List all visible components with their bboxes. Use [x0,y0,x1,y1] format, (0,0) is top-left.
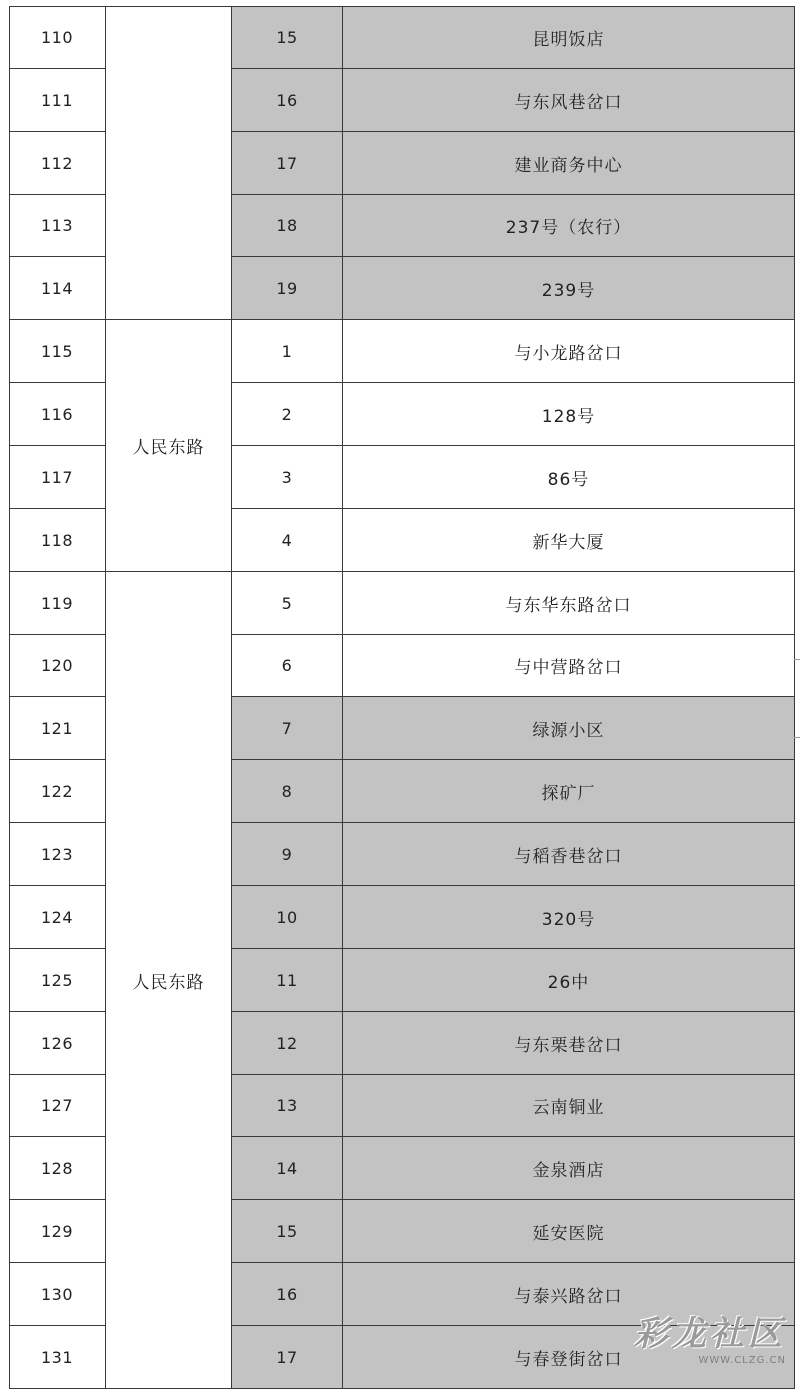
route-stop-table [9,6,795,1389]
row-number-cell: 122 [9,760,106,823]
stop-name-cell: 探矿厂 [343,760,795,823]
row-number-cell: 120 [9,635,106,697]
stop-name-cell: 与东风巷岔口 [343,69,795,132]
stop-sequence-cell: 13 [232,1075,343,1137]
stop-name-cell: 建业商务中心 [343,132,795,195]
stop-name-cell: 金泉酒店 [343,1137,795,1200]
stop-name-cell: 239号 [343,257,795,320]
stop-sequence-cell: 16 [232,1263,343,1326]
stop-name-cell: 昆明饭店 [343,6,795,69]
stop-name-cell: 与东华东路岔口 [343,572,795,635]
stop-sequence-cell: 8 [232,760,343,823]
row-number-cell: 125 [9,949,106,1012]
stop-name-cell: 与泰兴路岔口 [343,1263,795,1326]
row-number-cell: 112 [9,132,106,195]
row-number-cell: 117 [9,446,106,509]
stop-sequence-cell: 7 [232,697,343,760]
row-number-cell: 124 [9,886,106,949]
stop-name-cell: 与春登街岔口 [343,1326,795,1389]
watermark-logo-text: 彩龙社区 [634,1314,786,1354]
row-number-cell: 115 [9,320,106,383]
stop-sequence-cell: 2 [232,383,343,446]
stop-sequence-cell: 5 [232,572,343,635]
stop-sequence-cell: 6 [232,635,343,697]
stop-name-cell: 26中 [343,949,795,1012]
row-number-cell: 111 [9,69,106,132]
stop-sequence-cell: 17 [232,1326,343,1389]
stop-name-cell: 与稻香巷岔口 [343,823,795,886]
stop-name-cell: 与中营路岔口 [343,635,795,697]
stop-name-cell: 云南铜业 [343,1075,795,1137]
row-number-cell: 121 [9,697,106,760]
stop-sequence-cell: 4 [232,509,343,572]
stop-sequence-cell: 1 [232,320,343,383]
stop-sequence-cell: 3 [232,446,343,509]
row-number-cell: 116 [9,383,106,446]
stop-sequence-cell: 15 [232,6,343,69]
stop-name-cell: 绿源小区 [343,697,795,760]
stop-sequence-cell: 17 [232,132,343,195]
watermark-url: WWW.CLZG.CN [698,1355,786,1366]
stop-sequence-cell: 10 [232,886,343,949]
stop-sequence-cell: 19 [232,257,343,320]
stop-name-cell: 与小龙路岔口 [343,320,795,383]
stop-name-cell: 86号 [343,446,795,509]
edge-tick [794,737,800,738]
row-number-cell: 118 [9,509,106,572]
edge-tick [794,659,800,660]
stop-sequence-cell: 15 [232,1200,343,1263]
stop-name-cell: 237号（农行） [343,195,795,257]
road-name-cell: 人民东路 [106,572,232,1389]
stop-sequence-cell: 18 [232,195,343,257]
stop-name-cell: 新华大厦 [343,509,795,572]
row-number-cell: 126 [9,1012,106,1075]
row-number-cell: 129 [9,1200,106,1263]
row-number-cell: 128 [9,1137,106,1200]
row-number-cell: 123 [9,823,106,886]
row-number-cell: 119 [9,572,106,635]
row-number-cell: 131 [9,1326,106,1389]
stop-name-cell: 128号 [343,383,795,446]
road-name-cell [106,6,232,320]
row-number-cell: 127 [9,1075,106,1137]
stop-name-cell: 与东栗巷岔口 [343,1012,795,1075]
row-number-cell: 114 [9,257,106,320]
stop-name-cell: 320号 [343,886,795,949]
row-number-cell: 130 [9,1263,106,1326]
stop-sequence-cell: 14 [232,1137,343,1200]
stop-sequence-cell: 9 [232,823,343,886]
stop-sequence-cell: 12 [232,1012,343,1075]
row-number-cell: 113 [9,195,106,257]
road-name-cell: 人民东路 [106,320,232,572]
row-number-cell: 110 [9,6,106,69]
stop-name-cell: 延安医院 [343,1200,795,1263]
stop-sequence-cell: 11 [232,949,343,1012]
stop-sequence-cell: 16 [232,69,343,132]
